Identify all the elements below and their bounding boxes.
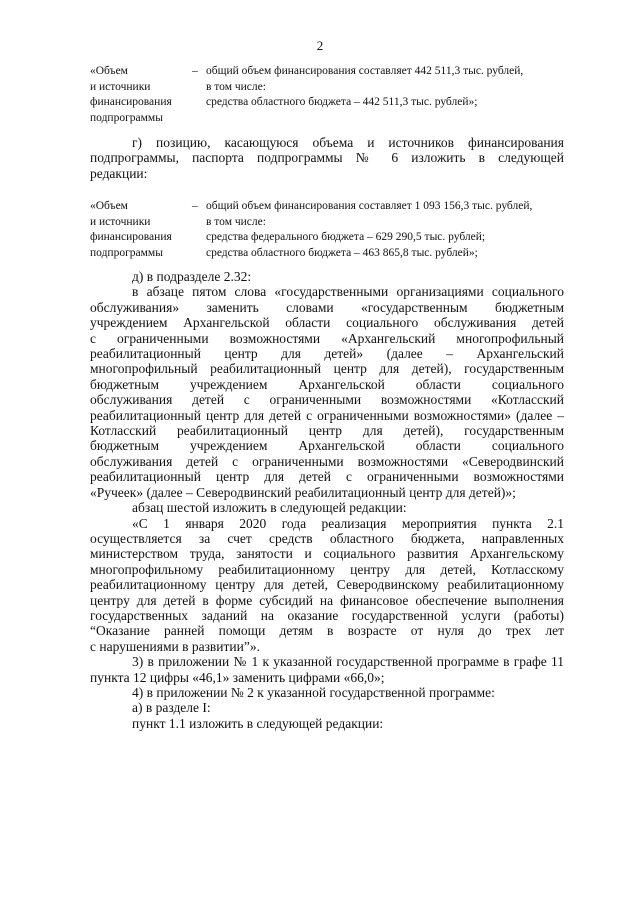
financing-text: средства федерального бюджета – 629 290,5 тыс. рублей; (206, 231, 486, 243)
main-text (90, 269, 564, 731)
financing-dash: – (192, 200, 198, 212)
text-line: 4) в приложении № 2 к указанной государственной программе: (132, 684, 495, 700)
text-line: редакции: (90, 165, 148, 181)
text-line: бюджетным учреждением Архангельской области социального (90, 438, 564, 454)
text-line: реабилитационному центру для детей, Северодвинскому реабилитационному (90, 577, 564, 593)
financing-dash: – (192, 65, 198, 77)
financing-label: и источники (90, 215, 151, 228)
text-line: подпрограммы, паспорта подпрограммы № 6 изложить в следующей (90, 150, 564, 166)
text-line: в абзаце пятом слова «государственными организациями социального (132, 284, 564, 300)
financing-row (90, 230, 570, 246)
financing-text: средства областного бюджета – 463 865,8 тыс. рублей»; (206, 246, 478, 259)
text-line: осуществляется за счет средств областного бюджета, направленных (90, 530, 564, 546)
financing-label: подпрограммы (90, 111, 163, 124)
text-line: а) в разделе I: (132, 700, 211, 716)
financing-row (90, 80, 570, 96)
financing-row (90, 95, 570, 111)
financing-row (90, 64, 570, 80)
text-line: учреждением Архангельской области социального обслуживания детей (90, 315, 564, 331)
financing-label: «Объем (90, 65, 128, 77)
paragraph-g (90, 135, 564, 181)
financing-dash (192, 80, 206, 96)
page-number: 2 (316, 38, 324, 53)
text-line: “Оказание ранней помощи детям в возрасте от нуля до трех лет (90, 623, 564, 639)
text-line: министерством труда, занятости и социального развития Архангельскому (90, 546, 564, 562)
financing-row (90, 111, 570, 127)
text-line: обслуживания детей с ограниченными возможностями «Северодвинский (90, 453, 564, 469)
financing-text: общий объем финансирования составляет 1 093 156,3 тыс. рублей, (206, 200, 533, 212)
text-line: центру для детей в форме субсидий на финансовое обеспечение выполнения (90, 592, 564, 608)
text-line: Котласский реабилитационный центр для детей), государственным (90, 423, 564, 439)
financing-label: финансирования (90, 96, 172, 108)
text-line: «С 1 января 2020 года реализация мероприятия пункта 2.1 (132, 515, 564, 531)
text-line: «Ручеек» (далее – Северодвинский реабилитационный центр для детей)»; (90, 484, 516, 500)
text-line: бюджетным учреждением Архангельской области социального (90, 376, 564, 392)
financing-row (90, 246, 570, 262)
text-line: г) позицию, касающуюся объема и источников финансирования (132, 135, 564, 150)
financing-row (90, 199, 570, 215)
text-line: реабилитационный центр для детей с ограниченными возможностями (90, 469, 564, 485)
financing-text: в том числе: (206, 80, 266, 93)
text-line: многопрофильный реабилитационный центр для детей), государственным (90, 361, 564, 377)
text-line: пункта 12 цифры «46,1» заменить цифрами «66,0»; (90, 669, 385, 685)
text-line: д) в подразделе 2.32: (132, 269, 252, 284)
financing-dash (192, 95, 206, 111)
text-line: многопрофильному реабилитационному центру для детей, Котласскому (90, 561, 564, 577)
text-line: обслуживания детей с ограниченными возможностями «Котласский (90, 392, 564, 408)
financing-dash (192, 111, 206, 127)
text-line: обслуживания» заменить словами «государственным бюджетным (90, 299, 564, 315)
financing-text: средства областного бюджета – 442 511,3 тыс. рублей»; (206, 96, 478, 108)
financing-text: общий объем финансирования составляет 442 511,3 тыс. рублей, (206, 65, 524, 77)
financing-text: в том числе: (206, 215, 266, 228)
text-line: с ограниченными возможностями «Архангельский многопрофильный (90, 330, 564, 346)
financing-block-subprogram-5 (90, 64, 570, 126)
financing-row (90, 215, 570, 231)
text-line: государственных заданий на оказание государственной услуги (работы) (90, 607, 564, 623)
financing-text (206, 111, 570, 127)
financing-dash (192, 246, 206, 262)
financing-label: и источники (90, 80, 151, 93)
financing-label: финансирования (90, 231, 172, 243)
financing-label: подпрограммы (90, 246, 163, 259)
financing-dash (192, 215, 206, 231)
financing-label: «Объем (90, 200, 128, 212)
text-line: пункт 1.1 изложить в следующей редакции: (132, 715, 384, 731)
text-line: реабилитационный центр для детей» (далее – Архангельский (90, 346, 564, 362)
text-line: с нарушениями в развитии”». (90, 638, 260, 654)
text-line: 3) в приложении № 1 к указанной государственной программе в графе 11 (132, 654, 564, 670)
financing-dash (192, 230, 206, 246)
financing-block-subprogram-6 (90, 199, 570, 261)
text-line: абзац шестой изложить в следующей редакции: (132, 500, 407, 516)
text-line: реабилитационный центр для детей с ограниченными возможностями» (далее – (90, 407, 564, 423)
